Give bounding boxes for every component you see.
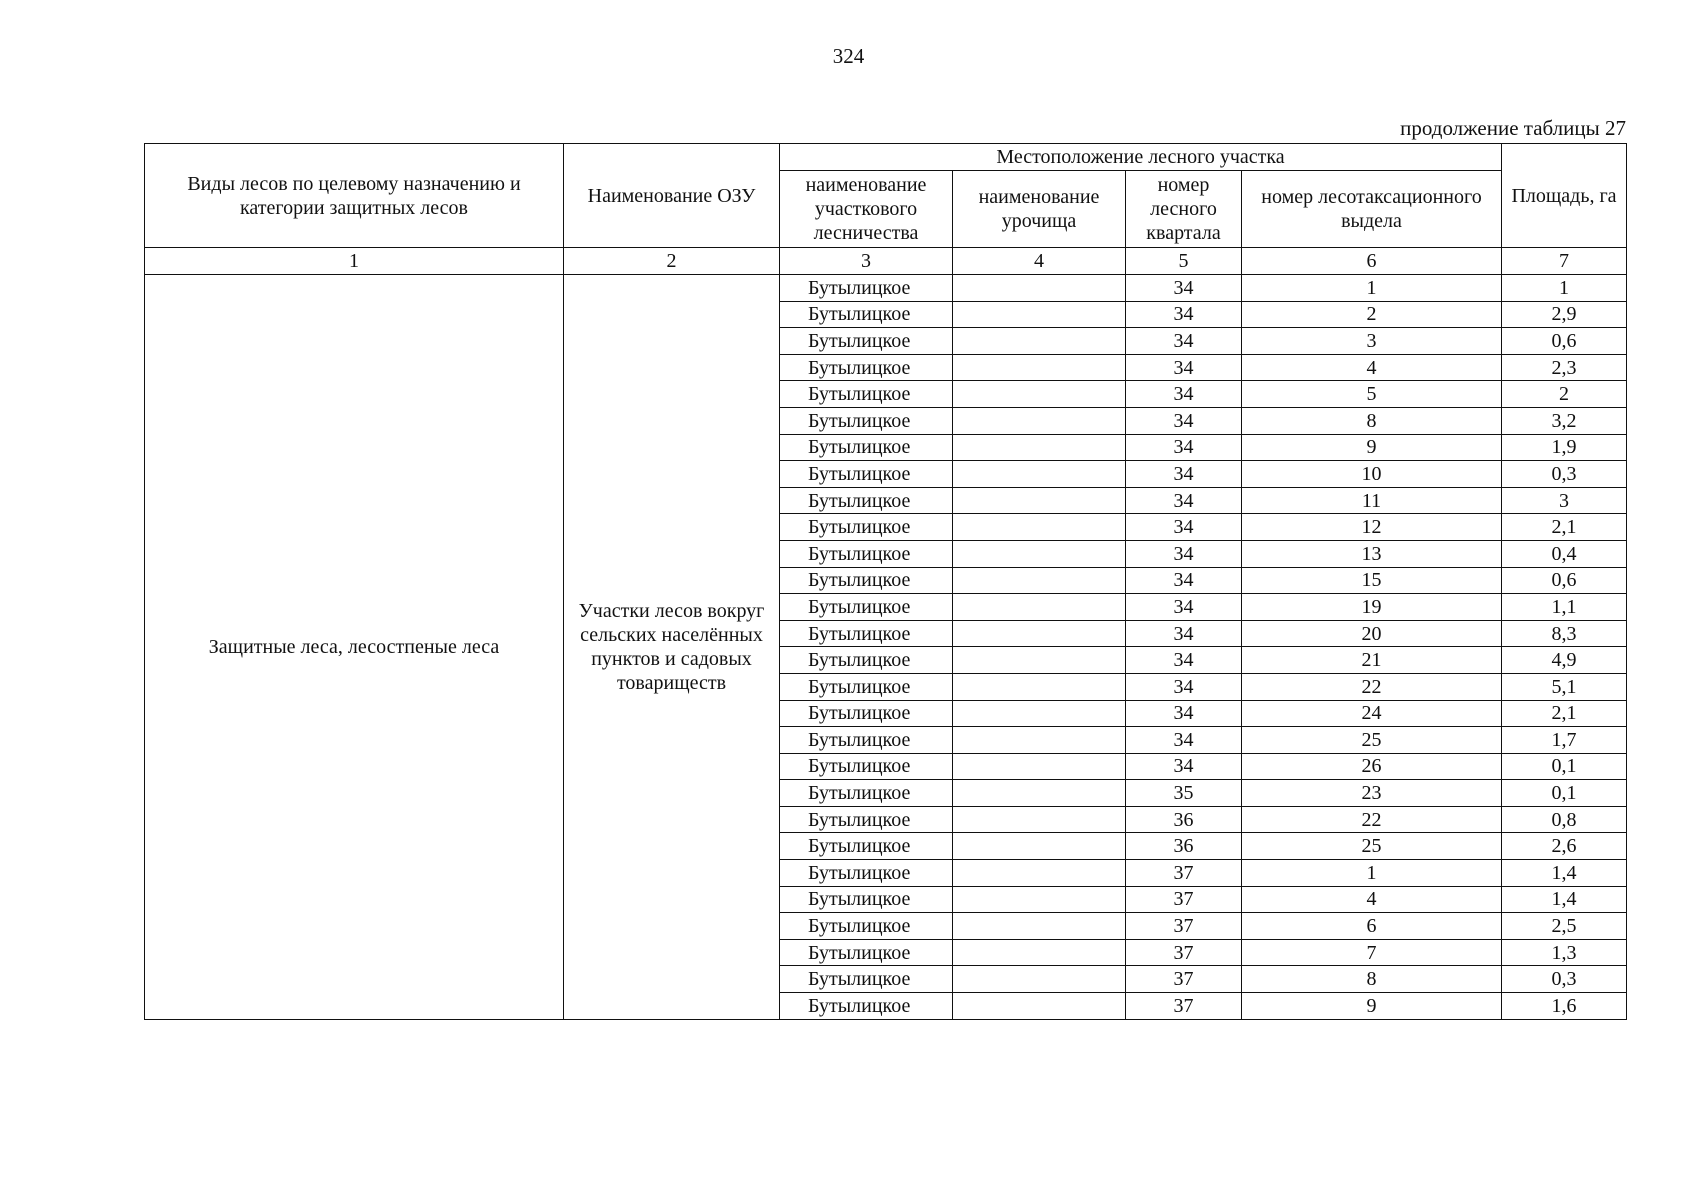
tract-cell bbox=[953, 753, 1126, 780]
plot-cell: 3 bbox=[1242, 328, 1502, 355]
header-plot: номер лесотаксационного выдела bbox=[1242, 171, 1502, 248]
area-cell: 0,1 bbox=[1502, 753, 1627, 780]
table-row bbox=[145, 275, 1627, 302]
forestry-cell: Бутылицкое bbox=[780, 407, 953, 434]
header-tract: наименование урочища bbox=[953, 171, 1126, 248]
area-cell: 5,1 bbox=[1502, 673, 1627, 700]
tract-cell bbox=[953, 461, 1126, 488]
area-cell: 1 bbox=[1502, 275, 1627, 302]
column-number: 4 bbox=[953, 248, 1126, 275]
quarter-cell: 37 bbox=[1126, 966, 1242, 993]
header-forest-type: Виды лесов по целевому назначению и категории защитных лесов bbox=[145, 144, 564, 248]
plot-cell: 25 bbox=[1242, 833, 1502, 860]
forestry-cell: Бутылицкое bbox=[780, 833, 953, 860]
tract-cell bbox=[953, 328, 1126, 355]
quarter-cell: 34 bbox=[1126, 354, 1242, 381]
quarter-cell: 34 bbox=[1126, 434, 1242, 461]
quarter-cell: 34 bbox=[1126, 727, 1242, 754]
area-cell: 1,3 bbox=[1502, 939, 1627, 966]
plot-cell: 6 bbox=[1242, 913, 1502, 940]
forestry-cell: Бутылицкое bbox=[780, 461, 953, 488]
plot-cell: 1 bbox=[1242, 275, 1502, 302]
plot-cell: 12 bbox=[1242, 514, 1502, 541]
forestry-cell: Бутылицкое bbox=[780, 806, 953, 833]
area-cell: 0,4 bbox=[1502, 540, 1627, 567]
area-cell: 1,1 bbox=[1502, 594, 1627, 621]
forestry-cell: Бутылицкое bbox=[780, 647, 953, 674]
forestry-cell: Бутылицкое bbox=[780, 939, 953, 966]
area-cell: 0,6 bbox=[1502, 328, 1627, 355]
plot-cell: 9 bbox=[1242, 434, 1502, 461]
quarter-cell: 37 bbox=[1126, 993, 1242, 1020]
column-number: 7 bbox=[1502, 248, 1627, 275]
area-cell: 1,4 bbox=[1502, 860, 1627, 887]
quarter-cell: 37 bbox=[1126, 886, 1242, 913]
header-area: Площадь, га bbox=[1502, 144, 1627, 248]
plot-cell: 11 bbox=[1242, 487, 1502, 514]
plot-cell: 15 bbox=[1242, 567, 1502, 594]
forestry-cell: Бутылицкое bbox=[780, 540, 953, 567]
forest-plots-table bbox=[144, 143, 1627, 1020]
plot-cell: 26 bbox=[1242, 753, 1502, 780]
tract-cell bbox=[953, 407, 1126, 434]
forestry-cell: Бутылицкое bbox=[780, 700, 953, 727]
plot-cell: 1 bbox=[1242, 860, 1502, 887]
table-continuation-caption: продолжение таблицы 27 bbox=[1400, 116, 1626, 140]
area-cell: 1,7 bbox=[1502, 727, 1627, 754]
forest-type-cell: Защитные леса, лесостпеные леса bbox=[145, 275, 564, 1020]
plot-cell: 7 bbox=[1242, 939, 1502, 966]
tract-cell bbox=[953, 780, 1126, 807]
quarter-cell: 34 bbox=[1126, 540, 1242, 567]
plot-cell: 25 bbox=[1242, 727, 1502, 754]
tract-cell bbox=[953, 381, 1126, 408]
quarter-cell: 34 bbox=[1126, 753, 1242, 780]
plot-cell: 8 bbox=[1242, 407, 1502, 434]
tract-cell bbox=[953, 567, 1126, 594]
forestry-cell: Бутылицкое bbox=[780, 275, 953, 302]
plot-cell: 22 bbox=[1242, 673, 1502, 700]
tract-cell bbox=[953, 514, 1126, 541]
quarter-cell: 34 bbox=[1126, 381, 1242, 408]
plot-cell: 20 bbox=[1242, 620, 1502, 647]
forestry-cell: Бутылицкое bbox=[780, 328, 953, 355]
forestry-cell: Бутылицкое bbox=[780, 860, 953, 887]
forestry-cell: Бутылицкое bbox=[780, 913, 953, 940]
forestry-cell: Бутылицкое bbox=[780, 354, 953, 381]
forestry-cell: Бутылицкое bbox=[780, 620, 953, 647]
forestry-cell: Бутылицкое bbox=[780, 567, 953, 594]
area-cell: 2,9 bbox=[1502, 301, 1627, 328]
forestry-cell: Бутылицкое bbox=[780, 966, 953, 993]
area-cell: 2,1 bbox=[1502, 514, 1627, 541]
quarter-cell: 34 bbox=[1126, 700, 1242, 727]
plot-cell: 5 bbox=[1242, 381, 1502, 408]
area-cell: 0,8 bbox=[1502, 806, 1627, 833]
area-cell: 0,3 bbox=[1502, 461, 1627, 488]
plot-cell: 4 bbox=[1242, 886, 1502, 913]
plot-cell: 8 bbox=[1242, 966, 1502, 993]
plot-cell: 13 bbox=[1242, 540, 1502, 567]
column-number: 6 bbox=[1242, 248, 1502, 275]
quarter-cell: 34 bbox=[1126, 301, 1242, 328]
table-body bbox=[145, 275, 1627, 1020]
page-number: 324 bbox=[832, 44, 865, 68]
quarter-cell: 34 bbox=[1126, 514, 1242, 541]
area-cell: 1,4 bbox=[1502, 886, 1627, 913]
tract-cell bbox=[953, 993, 1126, 1020]
quarter-cell: 34 bbox=[1126, 594, 1242, 621]
area-cell: 0,1 bbox=[1502, 780, 1627, 807]
header-ozu-name: Наименование ОЗУ bbox=[564, 144, 780, 248]
tract-cell bbox=[953, 301, 1126, 328]
quarter-cell: 34 bbox=[1126, 407, 1242, 434]
quarter-cell: 34 bbox=[1126, 673, 1242, 700]
forestry-cell: Бутылицкое bbox=[780, 381, 953, 408]
forestry-cell: Бутылицкое bbox=[780, 727, 953, 754]
column-number: 1 bbox=[145, 248, 564, 275]
quarter-cell: 37 bbox=[1126, 860, 1242, 887]
column-number: 3 bbox=[780, 248, 953, 275]
area-cell: 8,3 bbox=[1502, 620, 1627, 647]
quarter-cell: 34 bbox=[1126, 487, 1242, 514]
forestry-cell: Бутылицкое bbox=[780, 780, 953, 807]
tract-cell bbox=[953, 487, 1126, 514]
plot-cell: 10 bbox=[1242, 461, 1502, 488]
quarter-cell: 37 bbox=[1126, 939, 1242, 966]
plot-cell: 22 bbox=[1242, 806, 1502, 833]
quarter-cell: 34 bbox=[1126, 620, 1242, 647]
tract-cell bbox=[953, 275, 1126, 302]
tract-cell bbox=[953, 594, 1126, 621]
forestry-cell: Бутылицкое bbox=[780, 753, 953, 780]
tract-cell bbox=[953, 647, 1126, 674]
tract-cell bbox=[953, 434, 1126, 461]
area-cell: 1,9 bbox=[1502, 434, 1627, 461]
tract-cell bbox=[953, 966, 1126, 993]
area-cell: 2,1 bbox=[1502, 700, 1627, 727]
tract-cell bbox=[953, 939, 1126, 966]
plot-cell: 9 bbox=[1242, 993, 1502, 1020]
tract-cell bbox=[953, 673, 1126, 700]
area-cell: 0,6 bbox=[1502, 567, 1627, 594]
tract-cell bbox=[953, 354, 1126, 381]
area-cell: 3 bbox=[1502, 487, 1627, 514]
forestry-cell: Бутылицкое bbox=[780, 673, 953, 700]
tract-cell bbox=[953, 540, 1126, 567]
quarter-cell: 37 bbox=[1126, 913, 1242, 940]
area-cell: 1,6 bbox=[1502, 993, 1627, 1020]
area-cell: 2,6 bbox=[1502, 833, 1627, 860]
plot-cell: 24 bbox=[1242, 700, 1502, 727]
plot-cell: 23 bbox=[1242, 780, 1502, 807]
tract-cell bbox=[953, 913, 1126, 940]
area-cell: 0,3 bbox=[1502, 966, 1627, 993]
forestry-cell: Бутылицкое bbox=[780, 514, 953, 541]
column-number: 5 bbox=[1126, 248, 1242, 275]
header-quarter: номер лесного квартала bbox=[1126, 171, 1242, 248]
tract-cell bbox=[953, 860, 1126, 887]
area-cell: 4,9 bbox=[1502, 647, 1627, 674]
quarter-cell: 34 bbox=[1126, 647, 1242, 674]
quarter-cell: 34 bbox=[1126, 461, 1242, 488]
forestry-cell: Бутылицкое bbox=[780, 301, 953, 328]
quarter-cell: 34 bbox=[1126, 275, 1242, 302]
area-cell: 3,2 bbox=[1502, 407, 1627, 434]
tract-cell bbox=[953, 833, 1126, 860]
tract-cell bbox=[953, 620, 1126, 647]
column-number: 2 bbox=[564, 248, 780, 275]
quarter-cell: 35 bbox=[1126, 780, 1242, 807]
area-cell: 2,5 bbox=[1502, 913, 1627, 940]
forestry-cell: Бутылицкое bbox=[780, 886, 953, 913]
tract-cell bbox=[953, 727, 1126, 754]
ozu-name-cell: Участки лесов вокруг сельских населённых пунктов и садовых товариществ bbox=[564, 275, 780, 1020]
plot-cell: 4 bbox=[1242, 354, 1502, 381]
area-cell: 2 bbox=[1502, 381, 1627, 408]
quarter-cell: 34 bbox=[1126, 328, 1242, 355]
header-location-group: Местоположение лесного участка bbox=[780, 144, 1502, 171]
plot-cell: 19 bbox=[1242, 594, 1502, 621]
plot-cell: 21 bbox=[1242, 647, 1502, 674]
plot-cell: 2 bbox=[1242, 301, 1502, 328]
quarter-cell: 36 bbox=[1126, 833, 1242, 860]
forestry-cell: Бутылицкое bbox=[780, 594, 953, 621]
area-cell: 2,3 bbox=[1502, 354, 1627, 381]
tract-cell bbox=[953, 700, 1126, 727]
tract-cell bbox=[953, 886, 1126, 913]
quarter-cell: 34 bbox=[1126, 567, 1242, 594]
forestry-cell: Бутылицкое bbox=[780, 993, 953, 1020]
quarter-cell: 36 bbox=[1126, 806, 1242, 833]
tract-cell bbox=[953, 806, 1126, 833]
header-forestry: наименование участкового лесничества bbox=[780, 171, 953, 248]
forestry-cell: Бутылицкое bbox=[780, 434, 953, 461]
forestry-cell: Бутылицкое bbox=[780, 487, 953, 514]
